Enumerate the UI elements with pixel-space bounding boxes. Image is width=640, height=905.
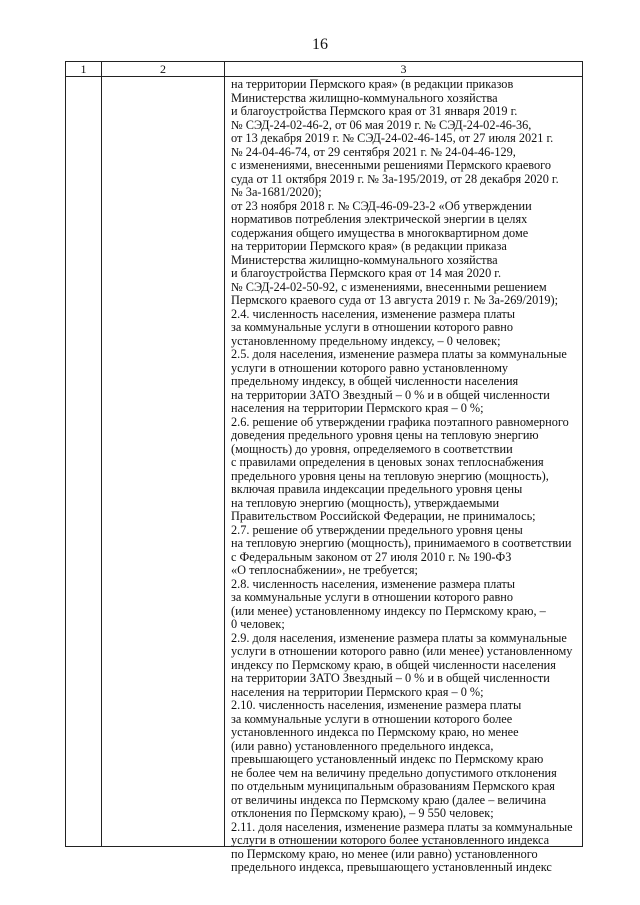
text-line: индексу по Пермскому краю, в общей численности населения: [231, 657, 556, 672]
text-line: на территории Пермского края» (в редакции приказов: [231, 77, 514, 91]
text-line: и благоустройства Пермского края от 14 мая 2020 г.: [231, 266, 502, 280]
text-line: № 3а-1681/2020);: [231, 185, 322, 199]
table-header-row: [66, 62, 583, 77]
text-line: не более чем на величину предельно допустимого отклонения: [231, 765, 557, 780]
text-line: содержания общего имущества в многоквартирном доме: [231, 225, 529, 240]
column-3-text: [225, 77, 582, 874]
text-line: на территории ЗАТО Звездный – 0 % и в общей численности: [231, 671, 550, 685]
text-line: и благоустройства Пермского края от 31 января 2019 г.: [231, 104, 518, 118]
text-line: отклонения по Пермскому краю), – 9 550 человек;: [231, 806, 494, 820]
text-line: включая правила индексации предельного уровня цены: [231, 482, 523, 496]
text-line: услуги в отношении которого более установленного индекса: [231, 833, 550, 847]
text-line: 0 человек;: [231, 617, 285, 631]
text-line: предельного индекса, превышающего установленный индекс: [231, 860, 552, 874]
column-header-1: 1: [66, 62, 102, 77]
document-table: [65, 61, 583, 874]
text-line: с изменениями, внесенными решениями Пермского краевого: [231, 158, 552, 172]
text-line: населения на территории Пермского края – 0 %;: [231, 684, 484, 699]
text-line: (мощность) до уровня, определяемого в соответствии: [231, 441, 513, 456]
text-line: суда от 11 октября 2019 г. № 3а-195/2019, от 28 декабря 2020 г.: [231, 171, 559, 186]
text-line: установленному предельному индексу, – 0 человек;: [231, 333, 501, 348]
text-line: Пермского краевого суда от 13 августа 2019 г. № 3а-269/2019);: [231, 293, 559, 307]
text-line: (или равно) установленного предельного индекса,: [231, 738, 494, 753]
text-line: № СЭД-24-02-50-92, с изменениями, внесенными решением: [231, 279, 547, 294]
text-line: Министерства жилищно-коммунального хозяйства: [231, 90, 498, 105]
text-line: услуги в отношении которого равно (или менее) установленному: [231, 644, 573, 658]
text-line: от величины индекса по Пермскому краю (далее – величина: [231, 792, 547, 807]
text-line: с правилами определения в ценовых зонах теплоснабжения: [231, 455, 544, 469]
text-line: № СЭД-24-02-46-2, от 06 мая 2019 г. № СЭД-24-02-46-36,: [231, 117, 532, 132]
table-body-row: [66, 77, 583, 847]
text-line: с Федеральным законом от 27 июля 2010 г. № 190-ФЗ: [231, 549, 512, 564]
text-line: за коммунальные услуги в отношении которого равно: [231, 590, 514, 604]
column-3-cell: [225, 77, 583, 874]
column-1-cell: [66, 77, 102, 847]
text-line: на территории ЗАТО Звездный – 0 % и в общей численности: [231, 387, 550, 402]
text-line: по отдельным муниципальным образованиям Пермского края: [231, 779, 555, 793]
text-line: 2.8. численность населения, изменение размера платы: [231, 576, 516, 591]
text-line: (или менее) установленному индексу по Пермскому краю, –: [231, 603, 546, 618]
text-line: 2.5. доля населения, изменение размера платы за коммунальные: [231, 347, 567, 361]
text-line: от 13 декабря 2019 г. № СЭД-24-02-46-145, от 27 июля 2021 г.: [231, 131, 554, 145]
text-line: на тепловую энергию (мощность), принимаемого в соответствии: [231, 536, 572, 550]
text-line: № 24-04-46-74, от 29 сентября 2021 г. № 24-04-46-129,: [231, 144, 516, 159]
text-line: предельного уровня цены на тепловую энергию (мощность),: [231, 468, 549, 483]
text-line: доведения предельного уровня цены на тепловую энергию: [231, 428, 539, 442]
text-line: 2.9. доля населения, изменение размера платы за коммунальные: [231, 630, 567, 645]
text-line: по Пермскому краю, но менее (или равно) установленного: [231, 846, 538, 861]
text-line: предельному индексу, в общей численности населения: [231, 374, 519, 388]
text-line: 2.10. численность населения, изменение размера платы: [231, 698, 522, 712]
text-line: на тепловую энергию (мощность), утверждаемыми: [231, 495, 500, 510]
text-line: от 23 ноября 2018 г. № СЭД-46-09-23-2 «Об утверждении: [231, 198, 532, 213]
text-line: населения на территории Пермского края – 0 %;: [231, 401, 484, 415]
column-header-3: 3: [225, 62, 583, 77]
text-line: за коммунальные услуги в отношении которого равно: [231, 320, 514, 334]
column-header-2: 2: [102, 62, 225, 77]
column-2-cell: [102, 77, 225, 847]
page-number: 16: [312, 36, 328, 53]
text-line: Министерства жилищно-коммунального хозяйства: [231, 252, 498, 267]
text-line: 2.7. решение об утверждении предельного уровня цены: [231, 522, 523, 537]
text-line: нормативов потребления электрической энергии в целях: [231, 212, 528, 226]
text-line: 2.11. доля населения, изменение размера платы за коммунальные: [231, 819, 573, 834]
text-line: превышающего установленный индекс по Пермскому краю: [231, 752, 544, 766]
text-line: установленного индекса по Пермскому краю, но менее: [231, 725, 519, 739]
text-line: Правительством Российской Федерации, не принималось;: [231, 509, 536, 523]
text-line: на территории Пермского края» (в редакции приказа: [231, 239, 507, 253]
text-line: услуги в отношении которого равно установленному: [231, 360, 509, 375]
text-line: за коммунальные услуги в отношении которого более: [231, 711, 513, 726]
text-line: 2.6. решение об утверждении графика поэтапного равномерного: [231, 414, 569, 429]
text-line: 2.4. численность населения, изменение размера платы: [231, 306, 516, 321]
text-line: «О теплоснабжении», не требуется;: [231, 563, 418, 577]
